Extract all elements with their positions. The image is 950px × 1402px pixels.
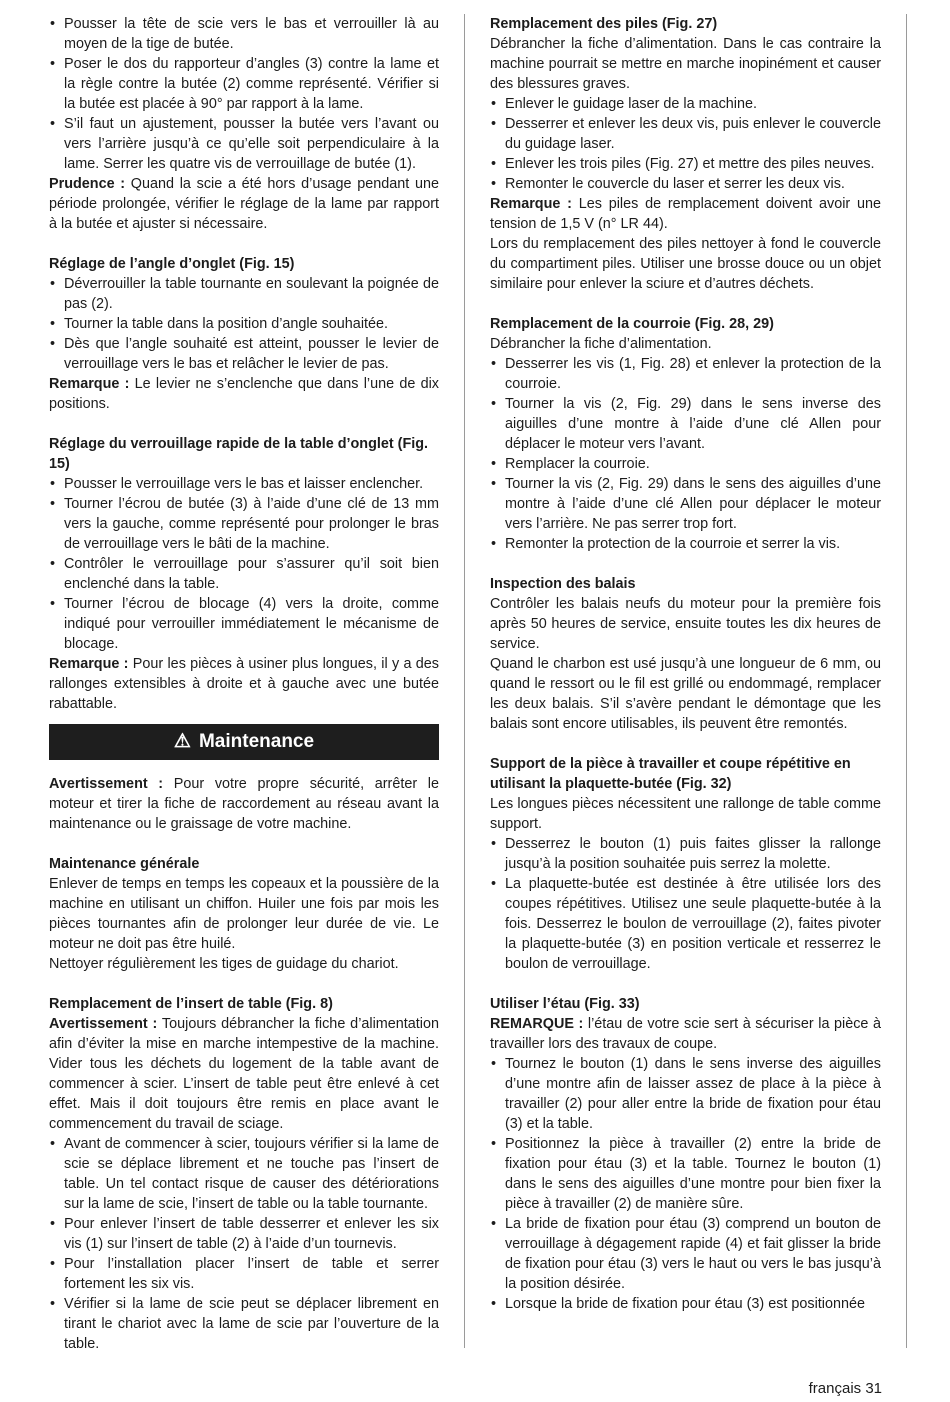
insert-warning	[49, 1014, 439, 1134]
list-item: • Lorsque la bride de fixation pour étau (3) est positionnée	[490, 1294, 881, 1314]
note-label: Remarque :	[49, 376, 130, 392]
right-margin-rule	[906, 14, 907, 1348]
list-item: • Pour enlever l’insert de table desserrer et enlever les six vis (1) sur l’insert de table (2) à l’aide d’un tournevis.	[49, 1214, 439, 1254]
note-label: REMARQUE :	[490, 1016, 584, 1032]
support-intro: Les longues pièces nécessitent une rallonge de table comme support.	[490, 796, 881, 832]
avertissement-text: Pour votre propre sécurité, arrêter le moteur et tirer la fiche de raccordement au réseau avant la maintenance ou le graissage de votre machine.	[49, 776, 439, 832]
list-item: • Dès que l’angle souhaité est atteint, pousser le levier de verrouillage vers le bas et relâcher le levier de pas.	[49, 334, 439, 374]
prudence-note	[49, 174, 439, 234]
generale-paragraph: Nettoyer régulièrement les tiges de guidage du chariot.	[49, 956, 399, 972]
warning-triangle-icon: ⚠	[173, 731, 191, 752]
list-item: • Déverrouiller la table tournante en soulevant la poignée de pas (2).	[49, 274, 439, 314]
avertissement-note	[49, 774, 439, 834]
section-heading-balais: Inspection des balais	[490, 576, 636, 592]
intro-bullet-list	[49, 14, 439, 174]
list-item: • Tourner la vis (2, Fig. 29) dans le sens inverse des aiguilles d’une montre à l’aide d’une clé Allen pour déplacer le moteur vers l’avant.	[490, 394, 881, 454]
list-item: • Vérifier si la lame de scie peut se déplacer librement en tirant le chariot avec la lame de scie par l’ouverture de la table.	[49, 1294, 439, 1354]
note-label: Remarque :	[490, 196, 572, 212]
list-item: • Tourner la vis (2, Fig. 29) dans le sens des aiguilles d’une montre à l’aide d’une clé Allen pour déplacer le moteur vers l’arrière. Ne pas serrer trop fort.	[490, 474, 881, 534]
note-text: Le levier ne s’enclenche que dans l’une de dix positions.	[49, 376, 439, 412]
note-label: Remarque :	[49, 656, 129, 672]
list-item: • Tourner la table dans la position d’angle souhaitée.	[49, 314, 439, 334]
piles-note	[490, 194, 881, 234]
maintenance-banner	[49, 724, 439, 760]
insert-bullet-list	[49, 1134, 439, 1354]
list-item: • Pousser le verrouillage vers le bas et laisser enclencher.	[49, 474, 439, 494]
list-item: • Remonter le couvercle du laser et serrer les deux vis.	[490, 174, 881, 194]
list-item: • Tourner l’écrou de butée (3) à l’aide d’une clé de 13 mm vers la gauche, comme représenté pour prolonger le bras de verrouillage vers le bâti de la machine.	[49, 494, 439, 554]
list-item: • Enlever le guidage laser de la machine.	[490, 94, 881, 114]
section-heading-etau: Utiliser l’étau (Fig. 33)	[490, 996, 640, 1012]
etau-bullet-list	[490, 1054, 881, 1314]
section-heading-onglet: Réglage de l’angle d’onglet (Fig. 15)	[49, 256, 295, 272]
courroie-intro: Débrancher la fiche d’alimentation.	[490, 336, 712, 352]
list-item: • Desserrez le bouton (1) puis faites glisser la rallonge jusqu’à la position souhaitée puis serrez la molette.	[490, 834, 881, 874]
verrouillage-note	[49, 654, 439, 714]
list-item: • Enlever les trois piles (Fig. 27) et mettre des piles neuves.	[490, 154, 881, 174]
piles-bullet-list	[490, 94, 881, 194]
piles-intro: Débrancher la fiche d’alimentation. Dans le cas contraire la machine pourrait se mettre en marche inopinément et causer des blessures graves.	[490, 36, 881, 92]
prudence-label: Prudence :	[49, 176, 126, 192]
note-text: Pour les pièces à usiner plus longues, il y a des rallonges extensibles à droite et à gauche avec une butée rabattable.	[49, 656, 440, 712]
maintenance-title: Maintenance	[198, 731, 315, 752]
generale-paragraph: Enlever de temps en temps les copeaux et la poussière de la machine en utilisant un chiffon. Huiler une fois par mois les pièces tournantes afin de prolonger leur durée de vie. Le moteur ne doit pas être huilé.	[49, 876, 439, 952]
list-item: • Pousser la tête de scie vers le bas et verrouiller là au moyen de la tige de butée.	[49, 14, 439, 54]
section-heading-generale: Maintenance générale	[49, 856, 200, 872]
list-item: • Poser le dos du rapporteur d’angles (3) contre la lame et la règle contre la butée (2) comme représenté. Vérifier si la butée est placée à 90° par rapport à la lame.	[49, 54, 439, 114]
support-bullet-list	[490, 834, 881, 974]
note-text: Les piles de remplacement doivent avoir une tension de 1,5 V (n° LR 44).	[490, 196, 881, 232]
note-text: l’étau de votre scie sert à sécuriser la pièce à travailler lors des travaux de coupe.	[490, 1016, 881, 1052]
list-item: • Pour l’installation placer l’insert de table et serrer fortement les six vis.	[49, 1254, 439, 1294]
list-item: • Desserrer les vis (1, Fig. 28) et enlever la protection de la courroie.	[490, 354, 881, 394]
list-item: • S’il faut un ajustement, pousser la butée vers l’avant ou vers l’arrière jusqu’à ce qu’elle soit perpendiculaire à la lame. Serrer les quatre vis de verrouillage de butée (1).	[49, 114, 439, 174]
list-item: • Tournez le bouton (1) dans le sens inverse des aiguilles d’une montre afin de laisser assez de place à la pièce à travailler (2) pour aller entre la bride de fixation pour étau (3) et la table.	[490, 1054, 881, 1134]
list-item: • Remplacer la courroie.	[490, 454, 881, 474]
left-column	[49, 14, 439, 1354]
list-item: • Avant de commencer à scier, toujours vérifier si la lame de scie se déplace librement et ne touche pas l’insert de table. Un tel contact risque de causer des détériorations sur la lame de scie, l’insert de table ou la table tournante.	[49, 1134, 439, 1214]
list-item: • Desserrer et enlever les deux vis, puis enlever le couvercle du guidage laser.	[490, 114, 881, 154]
etau-note	[490, 1014, 881, 1054]
list-item: • Positionnez la pièce à travailler (2) entre la bride de fixation pour étau (3) et la table. Tournez le bouton (1) dans le sens des aiguilles d’une montre pour bien fixer la pièce à travailler (2) de manière sûre.	[490, 1134, 881, 1214]
section-heading-courroie: Remplacement de la courroie (Fig. 28, 29)	[490, 316, 774, 332]
balais-paragraph: Quand le charbon est usé jusqu’à une longueur de 6 mm, ou quand le ressort ou le fil est grillé ou endommagé, remplacer les deux balais. S’il s’avère pendant le démontage que les balais sont encore utilisables, ils peuvent être remontés.	[490, 656, 881, 732]
page-footer: français 31	[808, 1380, 882, 1397]
list-item: • Tourner l’écrou de blocage (4) vers la droite, comme indiqué pour verrouiller immédiatement le mécanisme de blocage.	[49, 594, 439, 654]
list-item: • Remonter la protection de la courroie et serrer la vis.	[490, 534, 881, 554]
section-heading-verrouillage: Réglage du verrouillage rapide de la table d’onglet (Fig. 15)	[49, 436, 429, 472]
verrouillage-bullet-list	[49, 474, 439, 654]
warning-text: Toujours débrancher la fiche d’alimentation afin d’éviter la mise en marche intempestive de la machine. Vider tous les déchets du logement de la table avant de commencer à scier. L’insert de table peut être enlevé à cet effet. Mais il doit toujours être remis en place avant le commencement du travail de sciage.	[49, 1016, 439, 1132]
section-heading-piles: Remplacement des piles (Fig. 27)	[490, 16, 718, 32]
balais-paragraph: Contrôler les balais neufs du moteur pour la première fois après 50 heures de service, ensuite toutes les dix heures de service.	[490, 596, 881, 652]
avertissement-label: Avertissement :	[49, 776, 164, 792]
right-column	[490, 14, 881, 1314]
courroie-bullet-list	[490, 354, 881, 554]
piles-outro: Lors du remplacement des piles nettoyer à fond le couvercle du compartiment piles. Utiliser une brosse douce ou un objet similaire pour enlever la sciure et d’autres déchets.	[490, 236, 881, 292]
prudence-text: Quand la scie a été hors d’usage pendant une période prolongée, vérifier le réglage de la lame par rapport à la butée et ajuster si nécessaire.	[49, 176, 439, 232]
onglet-note	[49, 374, 439, 414]
section-heading-support: Support de la pièce à travailler et coupe répétitive en utilisant la plaquette-butée (Fig. 32)	[490, 756, 851, 792]
list-item: • Contrôler le verrouillage pour s’assurer qu’il soit bien enclenché dans la table.	[49, 554, 439, 594]
onglet-bullet-list	[49, 274, 439, 374]
list-item: • La bride de fixation pour étau (3) comprend un bouton de verrouillage à dégagement rapide (4) et fait glisser la bride de fixation pour étau (3) vers le haut ou vers le bas jusqu’à la position désirée.	[490, 1214, 881, 1294]
section-heading-insert: Remplacement de l’insert de table (Fig. 8)	[49, 996, 333, 1012]
list-item: • La plaquette-butée est destinée à être utilisée lors des coupes répétitives. Utilisez une seule plaquette-butée à la fois. Desserrez le boulon de verrouillage (2), faites pivoter la plaquette-butée (3) en position verticale et resserrez le boulon de verrouillage.	[490, 874, 881, 974]
column-divider	[464, 14, 465, 1348]
warning-label: Avertissement :	[49, 1016, 158, 1032]
